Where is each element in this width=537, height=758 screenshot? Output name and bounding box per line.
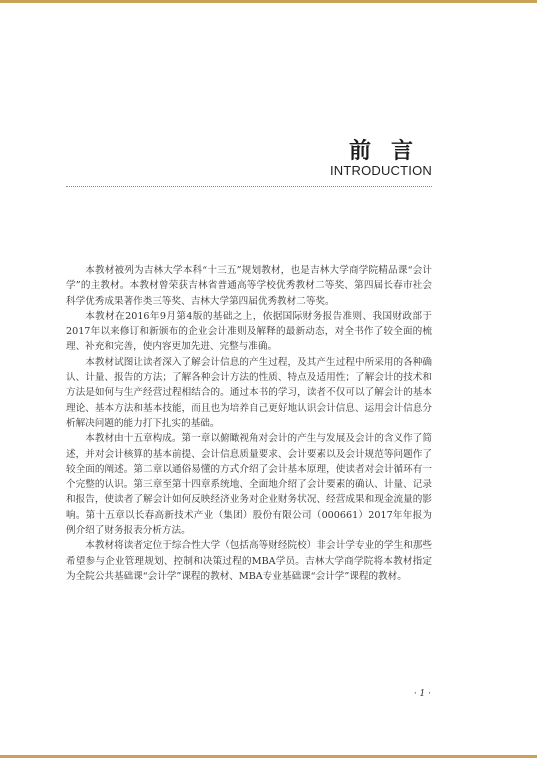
paragraph: 本教材在2016年9月第4版的基础之上，依据国际财务报告准则、我国财政部于2017年以来修订和新颁布的企业会计准则及解释的最新动态，对全书作了较全面的梳理、补充和完善，使内容更加先进、完整与准确。 (66, 310, 432, 353)
title-divider (66, 186, 432, 187)
preface-body (66, 263, 432, 584)
paragraph: 本教材被列为吉林大学本科“十三五”规划教材，也是吉林大学商学院精品课“会计学”的主教材。本教材曾荣获吉林省普通高等学校优秀教材二等奖、第四届长春市社会科学优秀成果著作类三等奖、吉林大学第四届优秀教材二等奖。 (66, 265, 432, 307)
page-title-chinese: 前言 (348, 138, 433, 164)
paragraph: 本教材将读者定位于综合性大学（包括高等财经院校）非会计学专业的学生和那些希望参与企业管理规划、控制和决策过程的MBA学员。吉林大学商学院将本教材指定为全院公共基础课“会计学”课程的教材、MBA专业基础课“会计学”课程的教材。 (66, 540, 432, 582)
top-gold-rule (0, 0, 537, 3)
paragraph: 本教材由十五章构成。第一章以俯瞰视角对会计的产生与发展及会计的含义作了简述，并对会计核算的基本前提、会计信息质量要求、会计要素以及会计规范等问题作了较全面的阐述。第二章以通俗易懂的方式介绍了会计基本原理，使读者对会计循环有一个完整的认识。第三章至第十四章系统地、全面地介绍了会计要素的确认、计量、记录和报告，使读者了解会计如何反映经济业务对企业财务状况、经营成果和现金流量的影响。第十五章以长春高新技术产业（集团）股份有限公司（000661）2017年年报为例介绍了财务报表分析方法。 (66, 433, 432, 537)
page-title-english: INTRODUCTION (329, 163, 432, 178)
page-number: · 1 · (413, 689, 431, 699)
paragraph: 本教材试图让读者深入了解会计信息的产生过程，及其产生过程中所采用的各种确认、计量、报告的方法；了解各种会计方法的性质、特点及适用性；了解会计的技术和方法是如何与生产经营过程相结合的。通过本书的学习，读者不仅可以了解会计的基本理论、基本方法和基本技能，而且也为培养自己更好地认识会计信息、运用会计信息分析解决问题的能力打下扎实的基础。 (66, 356, 432, 429)
